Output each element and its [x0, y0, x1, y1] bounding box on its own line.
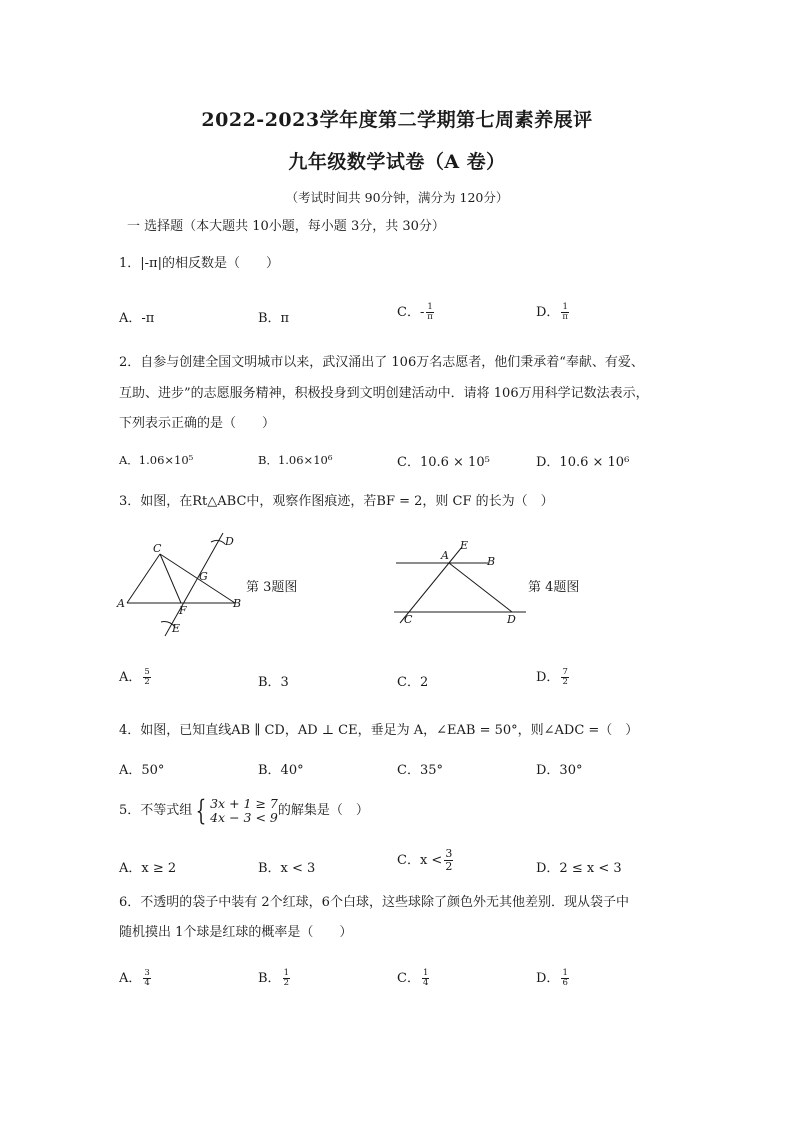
label-a: A — [441, 549, 449, 562]
label-c: C — [153, 542, 162, 555]
q6-option-c-fraction — [422, 969, 429, 988]
fraction-denominator: 2 — [283, 978, 289, 988]
q6-option-d-prefix: D． — [536, 971, 560, 986]
fraction-numerator: 5 — [144, 667, 150, 677]
q3-option-a — [119, 666, 151, 687]
fraction-numerator: 3 — [445, 847, 453, 860]
q2-option-b: B．1.06×10⁶ — [258, 453, 333, 467]
fraction-denominator: 2 — [445, 860, 453, 873]
inequality-row-2: 4x − 3 < 9 — [210, 809, 278, 825]
q6-option-d — [536, 967, 569, 988]
segment-ac — [127, 554, 160, 603]
q2-option-a: A．1.06×10⁵ — [119, 453, 194, 467]
fraction-numerator: 1 — [422, 968, 429, 978]
label-b: B — [233, 597, 242, 610]
q2-option-c: C．10.6 × 10⁵ — [397, 455, 490, 470]
q5-option-a: A．x ≥ 2 — [119, 861, 177, 876]
fraction-denominator: π — [562, 312, 568, 322]
fraction-numerator: 7 — [562, 667, 568, 677]
question-6-stem-line-2: 随机摸出 1个球是红球的概率是（ ） — [119, 925, 353, 940]
fraction-denominator: π — [427, 312, 433, 322]
question-2-stem-line-1: 2．自参与创建全国文明城市以来，武汉涌出了 106万名志愿者，他们秉承着“奉献、有爱、 — [119, 355, 644, 370]
q1-option-d — [536, 301, 569, 322]
q6-option-b-prefix: B． — [258, 971, 281, 986]
exam-note: （考试时间共 90分钟，满分为 120分） — [285, 190, 509, 205]
q3-option-d-fraction — [561, 668, 568, 687]
question-4-stem: 4．如图，已知直线AB ∥ CD，AD ⊥ CE，垂足为 A，∠EAB = 50°，则∠ADC =（ ） — [119, 723, 639, 738]
q6-option-a-prefix: A． — [119, 971, 142, 986]
fraction-numerator: 1 — [283, 968, 289, 978]
question-6-stem-line-1: 6．不透明的袋子中装有 2个红球，6个白球，这些球除了颜色外无其他差别．现从袋子中 — [119, 895, 629, 910]
exam-subtitle: 九年级数学试卷（A 卷） — [288, 151, 506, 173]
q6-option-d-fraction — [561, 969, 568, 988]
q6-option-b — [258, 967, 290, 988]
figure-3-caption: 第 3题图 — [246, 580, 298, 595]
fraction-denominator: 2 — [562, 677, 568, 687]
question-3-stem: 3．如图，在Rt△ABC中，观察作图痕迹，若BF = 2，则 CF 的长为（ ） — [119, 494, 554, 509]
q3-option-d — [536, 666, 569, 687]
question-2-stem-line-2: 互助、进步”的志愿服务精神，积极投身到文明创建活动中．请将 106万用科学记数法表示， — [119, 386, 649, 401]
exam-title: 2022-2023学年度第二学期第七周素养展评 — [201, 109, 593, 131]
q5-option-c-fraction — [444, 848, 453, 873]
q5-option-b: B．x < 3 — [258, 861, 316, 876]
question-5-stem — [119, 793, 369, 827]
segment-ad — [449, 563, 512, 612]
q1-option-d-prefix: D． — [536, 305, 560, 320]
label-e: E — [172, 622, 181, 635]
section-heading: 一 选择题（本大题共 10小题，每小题 3分，共 30分） — [127, 219, 445, 234]
question-2-stem-line-3: 下列表示正确的是（ ） — [119, 416, 276, 431]
fraction-denominator: 4 — [422, 978, 429, 988]
q3-option-d-prefix: D． — [536, 670, 560, 685]
q3-option-c: C．2 — [397, 675, 429, 690]
q1-option-a: A．-π — [119, 311, 155, 326]
q4-option-d: D．30° — [536, 763, 583, 778]
fraction-numerator: 1 — [562, 302, 568, 312]
q4-option-a: A．50° — [119, 763, 165, 778]
label-f: F — [179, 604, 187, 617]
figure-4-caption: 第 4题图 — [528, 580, 580, 595]
inequality-rows — [210, 797, 278, 825]
q2-option-d: D．10.6 × 10⁶ — [536, 455, 630, 470]
q3-option-b: B．3 — [258, 675, 289, 690]
q6-option-c — [397, 967, 429, 988]
q1-option-b: B．π — [258, 311, 290, 326]
label-a: A — [117, 597, 125, 610]
inequality-row-1: 3x + 1 ≥ 7 — [210, 795, 278, 811]
question-5-suffix: 的解集是（ ） — [277, 803, 369, 818]
q6-option-a-fraction — [143, 969, 150, 988]
label-e: E — [460, 539, 469, 552]
q6-option-c-prefix: C． — [397, 971, 420, 986]
q6-option-a — [119, 967, 151, 988]
figure-3-diagram — [115, 528, 250, 643]
fraction-denominator: 4 — [144, 978, 150, 988]
q5-option-d: D．2 ≤ x < 3 — [536, 861, 622, 876]
inequality-system — [192, 793, 278, 827]
label-d: D — [225, 535, 234, 548]
q1-option-d-fraction — [561, 303, 568, 322]
label-g: G — [199, 570, 208, 583]
q4-option-b: B．40° — [258, 763, 304, 778]
q1-option-c-fraction — [426, 303, 433, 322]
question-5-prefix: 5．不等式组 — [119, 803, 193, 818]
fraction-denominator: 2 — [144, 677, 150, 687]
label-c: C — [404, 613, 413, 626]
fraction-numerator: 1 — [562, 968, 568, 978]
q1-option-c-prefix: C．- — [397, 305, 425, 320]
perpendicular-bisector-line — [165, 533, 223, 636]
label-d: D — [507, 613, 516, 626]
label-b: B — [487, 555, 496, 568]
q1-option-c — [397, 301, 434, 322]
fraction-numerator: 3 — [144, 968, 150, 978]
q3-option-a-prefix: A． — [119, 670, 142, 685]
brace-icon: { — [195, 793, 207, 827]
figure-4-diagram — [390, 535, 530, 630]
q5-option-c-prefix: C．x < — [397, 853, 443, 868]
question-1-stem: 1．|-π|的相反数是（ ） — [119, 256, 279, 271]
q6-option-b-fraction — [283, 969, 290, 988]
fraction-numerator: 1 — [427, 302, 433, 312]
q3-option-a-fraction — [143, 668, 150, 687]
fraction-denominator: 6 — [562, 978, 568, 988]
q4-option-c: C．35° — [397, 763, 443, 778]
q5-option-c — [397, 848, 453, 873]
